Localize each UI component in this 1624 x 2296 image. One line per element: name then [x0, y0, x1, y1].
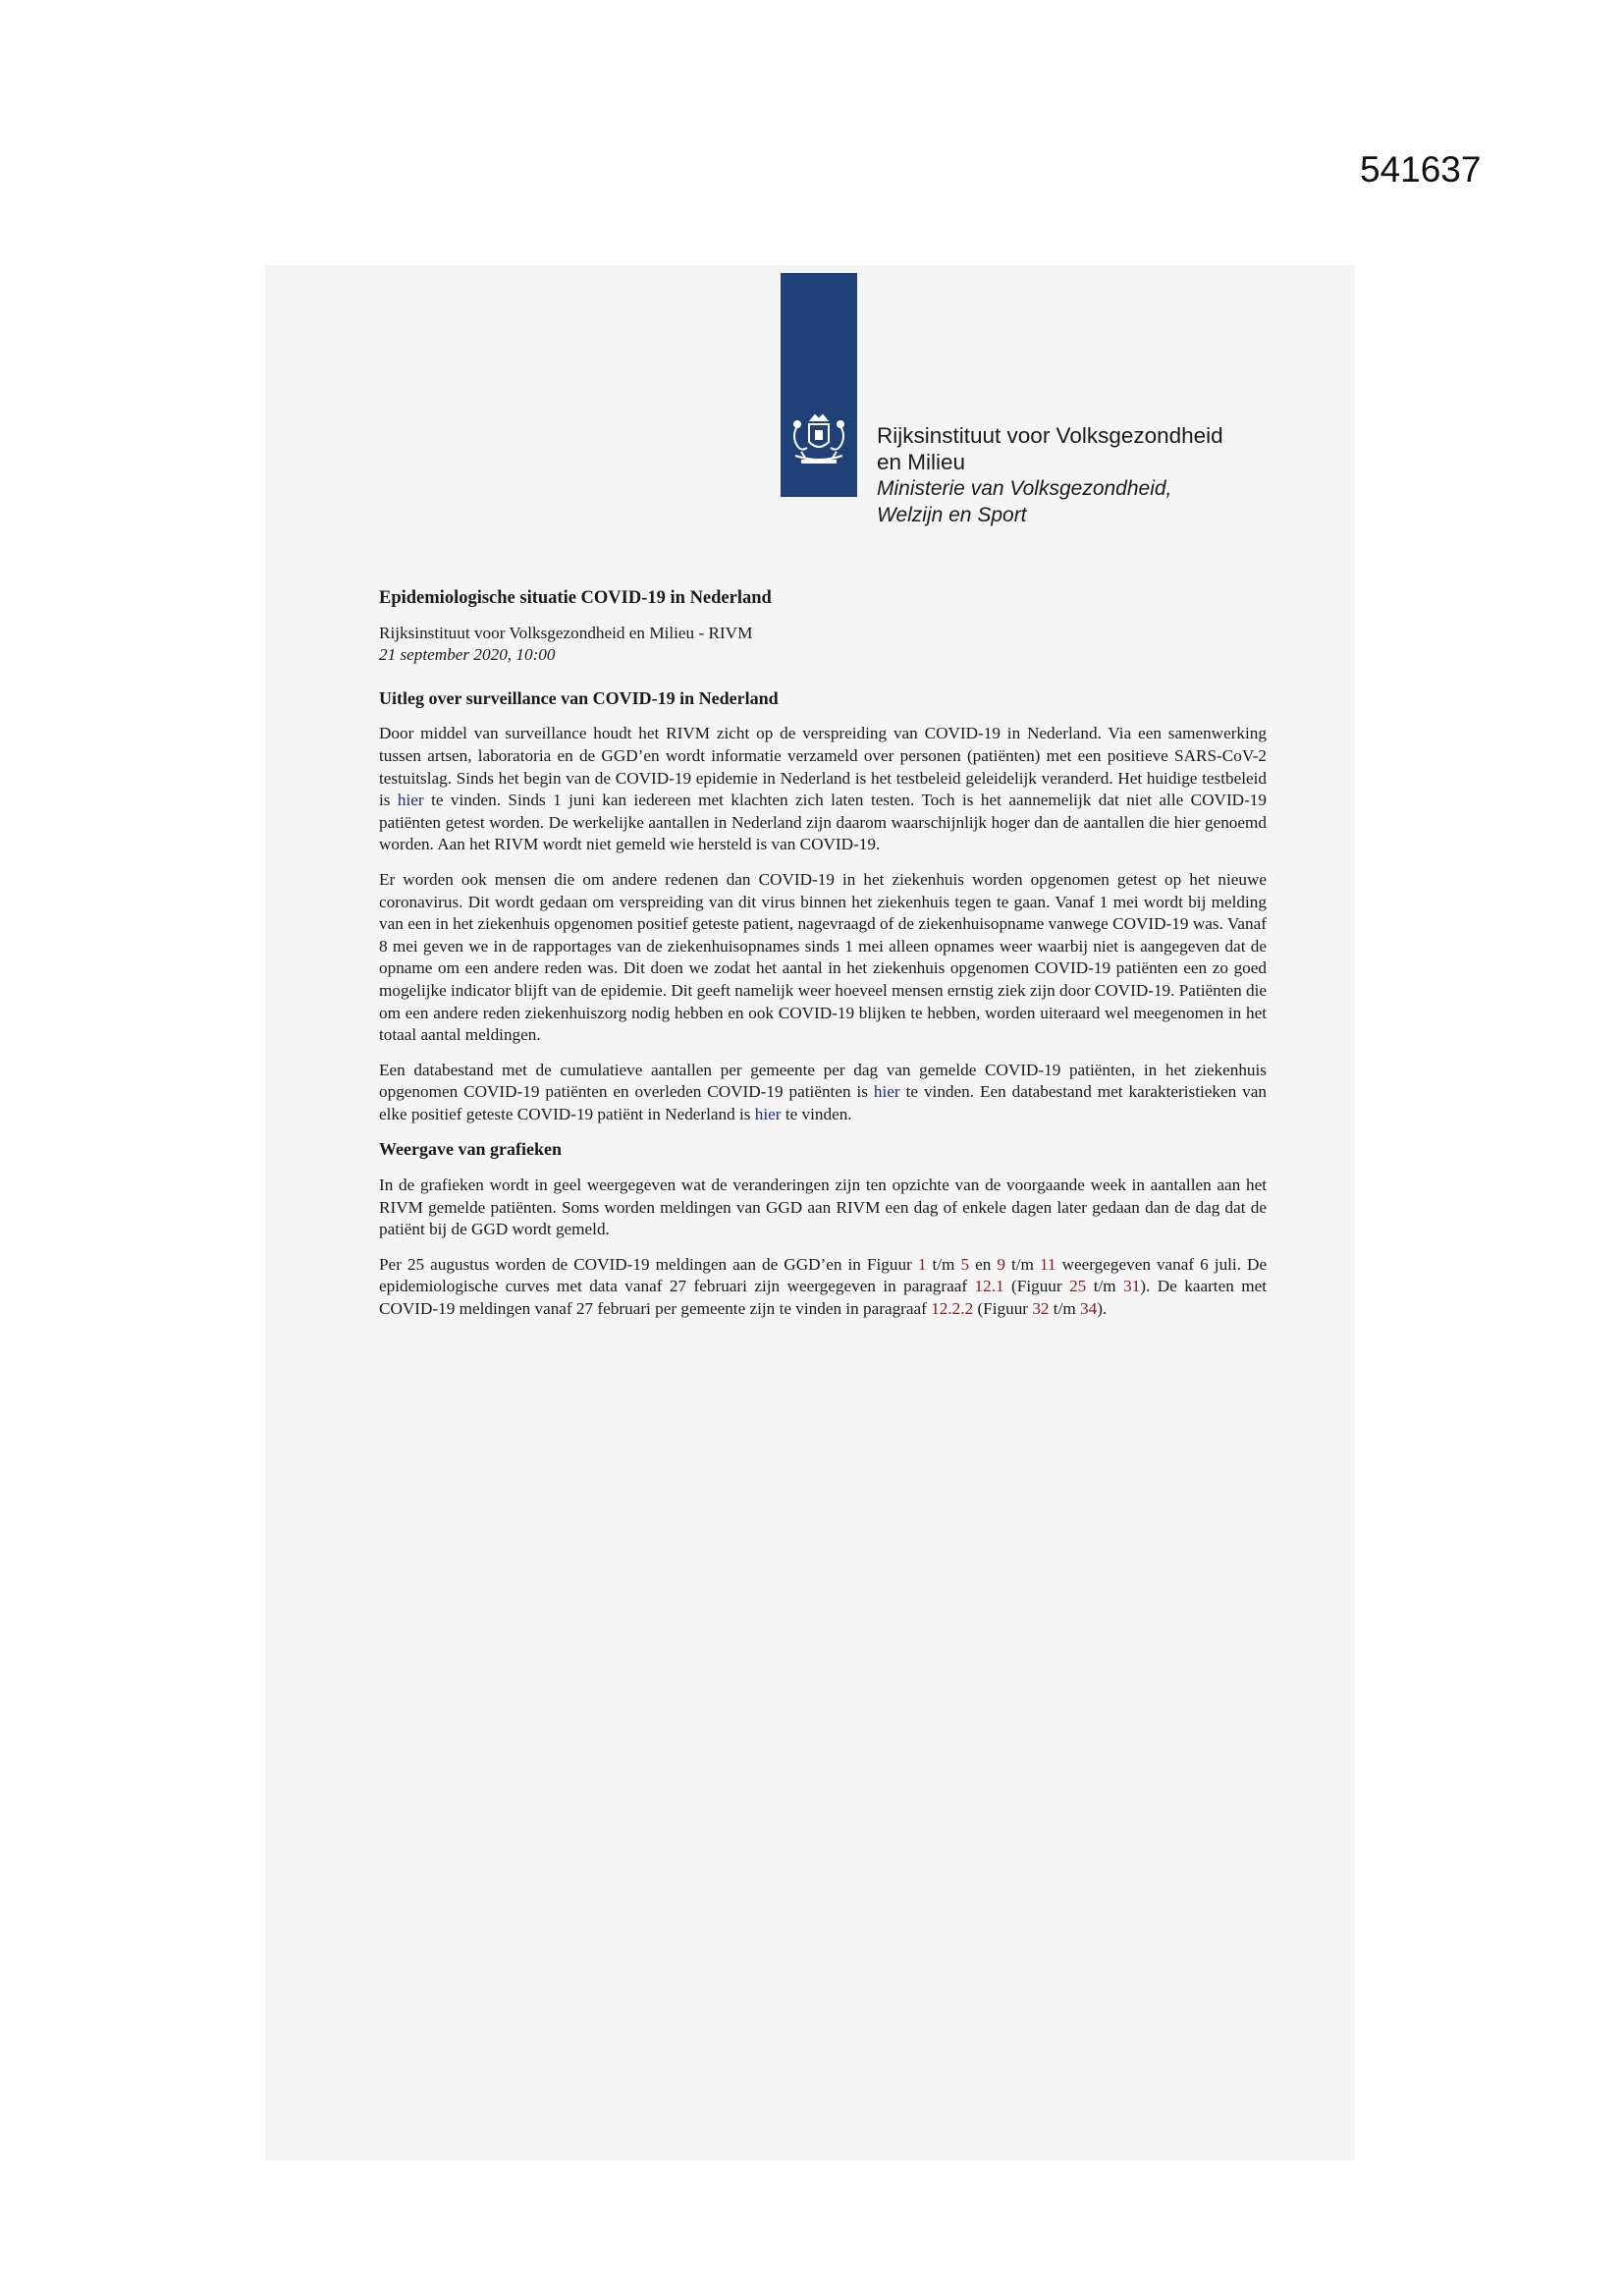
- section-heading-surveillance: Uitleg over surveillance van COVID-19 in Nederland: [379, 687, 779, 708]
- link-databestand-gemeente[interactable]: hier: [873, 1082, 900, 1102]
- rijksoverheid-logo-bar: [781, 273, 857, 497]
- document-number: 541637: [1360, 149, 1482, 190]
- paragraph-grafieken-2: Per 25 augustus worden de COVID-19 meldingen aan de GGD’en in Figuur 1 t/m 5 en 9 t/m 11 weergegeven vanaf 6 juli. De epidemiologische curves met data vanaf 27 februari zijn weergegeven in paragraaf 12.1 (Figuur 25 t/m 31). De kaarten met COVID-19 meldingen vanaf 27 februari per gemeente zijn te vinden in paragraaf 12.2.2 (Figuur 32 t/m 34).: [379, 1254, 1268, 1319]
- organisation-name: [877, 422, 1223, 528]
- paragraph-surveillance-1: Door middel van surveillance houdt het RIVM zicht op de verspreiding van COVID-19 in Nederland. Via een samenwerking tussen artsen, laboratoria en de GGD’en wordt informatie verzameld over personen (patiënten) met een positieve SARS-CoV-2 testuitslag. Sinds het begin van de COVID-19 epidemie in Nederland is het testbeleid geleidelijk veranderd. Het huidige testbeleid is hier te vinden. Sinds 1 juni kan iedereen met klachten zich laten testen. Toch is het aannemelijk dat niet alle COVID-19 patiënten getest worden. De werkelijke aantallen in Nederland zijn daarom waarschijnlijk hoger dan de aantallen die hier genoemd worden. Aan het RIVM wordt niet gemeld wie hersteld is van COVID-19.: [379, 724, 1267, 854]
- ref-paragraaf-12-1[interactable]: 12.1: [974, 1277, 1004, 1296]
- paragraph-grafieken-1: In de grafieken wordt in geel weergegeven wat de veranderingen zijn ten opzichte van de voorgaande week in aantallen aan het RIVM gemelde patiënten. Soms worden meldingen van GGD aan RIVM een dag of enkele dagen later gedaan dan de dag dat de patiënt bij de GGD wordt gemeld.: [379, 1175, 1267, 1239]
- document-body: [379, 587, 1267, 1334]
- document-title: Epidemiologische situatie COVID-19 in Nederland: [379, 588, 772, 608]
- ref-figuur-34[interactable]: 34: [1080, 1299, 1098, 1319]
- link-testbeleid[interactable]: hier: [397, 791, 424, 810]
- ministry-line-1: Ministerie van Volksgezondheid,: [877, 477, 1172, 500]
- ref-figuur-9[interactable]: 9: [997, 1254, 1005, 1274]
- paragraph-surveillance-3: Een databestand met de cumulatieve aantallen per gemeente per dag van gemelde COVID-19 patiënten, in het ziekenhuis opgenomen COVID-19 patiënten en overleden COVID-19 patiënten is hier te vinden. Een databestand met karakteristieken van elke positief geteste COVID-19 patiënt in Nederland is hier te vinden.: [379, 1060, 1267, 1123]
- paragraph-surveillance-2: Er worden ook mensen die om andere redenen dan COVID-19 in het ziekenhuis worden opgenomen getest op het nieuwe coronavirus. Dit wordt gedaan om verspreiding van dit virus binnen het ziekenhuis tegen te gaan. Vanaf 1 mei wordt bij melding van een in het ziekenhuis opgenomen positief geteste patient, nagevraagd of de ziekenhuisopname vanwege COVID-19 was. Vanaf 8 mei geven we in de rapportages van de ziekenhuisopnames sinds 1 mei alleen opnames weer waarbij niet is aangegeven dat de opname om een andere reden was. Dit doen we zodat het aantal in het ziekenhuis opgenomen COVID-19 patiënten een zo goed mogelijke indicator blijft van de epidemie. Dit geeft namelijk weer hoeveel mensen ernstig ziek zijn door COVID-19. Patiënten die om een andere reden ziekenhuiszorg nodig hebben en ook COVID-19 blijken te hebben, worden uiteraard wel meegenomen in het totaal aantal meldingen.: [379, 869, 1267, 1045]
- ref-paragraaf-12-2-2[interactable]: 12.2.2: [931, 1299, 974, 1319]
- author-line: Rijksinstituut voor Volksgezondheid en Milieu - RIVM: [379, 623, 753, 642]
- org-name-line-1: Rijksinstituut voor Volksgezondheid: [877, 423, 1223, 448]
- ref-figuur-11[interactable]: 11: [1039, 1254, 1056, 1274]
- link-databestand-karakteristieken[interactable]: hier: [754, 1104, 782, 1123]
- ref-figuur-5[interactable]: 5: [960, 1254, 970, 1274]
- date-line: 21 september 2020, 10:00: [379, 645, 556, 665]
- org-name-line-2: en Milieu: [877, 450, 966, 474]
- ministry-line-2: Welzijn en Sport: [877, 504, 1027, 526]
- ref-figuur-32[interactable]: 32: [1032, 1299, 1050, 1319]
- section-heading-grafieken: Weergave van grafieken: [379, 1139, 562, 1160]
- ref-figuur-1[interactable]: 1: [917, 1254, 927, 1274]
- coat-of-arms-icon: [787, 412, 850, 471]
- ref-figuur-31[interactable]: 31: [1123, 1277, 1141, 1296]
- ref-figuur-25[interactable]: 25: [1069, 1277, 1087, 1296]
